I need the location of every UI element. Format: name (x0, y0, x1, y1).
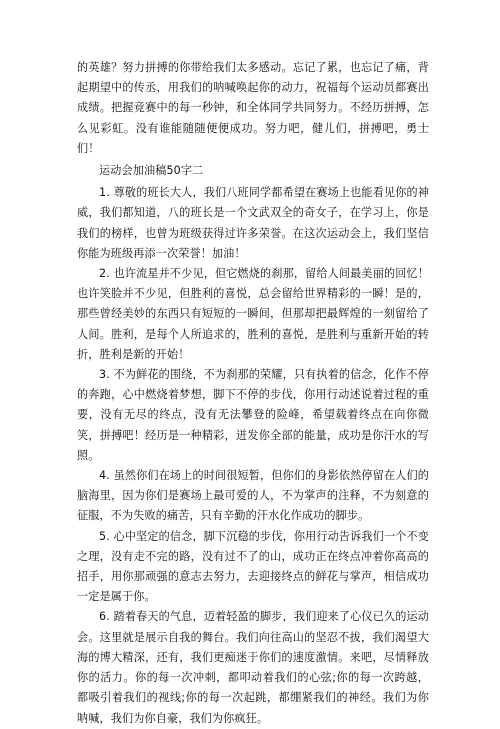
list-item-5: 5. 心中坚定的信念，脚下沉稳的步伐，你用行动告诉我们一个不变之理，没有走不完的路，没有过不了的山，成功正在终点冲着你高高的招手，用你那顽强的意志去努力，去迎接终点的鲜花与掌声，相信成功一定是属于你。 (77, 529, 429, 604)
list-item-3: 3. 不为鲜花的围绕，不为刹那的荣耀，只有执着的信念，化作不停的奔跑，心中燃烧着梦想，脚下不停的步伐，你用行动述说着过程的重要，没有无尽的终点，没有无法攀登的险峰，希望载着终点在向你微笑，拼搏吧！经历是一种精彩，迸发你全部的能量，成功是你汗水的写照。 (77, 368, 429, 462)
intro-paragraph: 的英雄？努力拼搏的你带给我们太多感动。忘记了累，也忘记了痛，背起期望中的传丞，用我们的呐喊唤起你的动力，祝福每个运动员都赛出成绩。把握竞赛中的每一秒钟，和全体同学共同努力。不经历拼搏，怎么见彩虹。没有谁能随随便便成功。努力吧，健儿们，拼搏吧，勇士们！ (77, 61, 429, 155)
list-item-4: 4. 虽然你们在场上的时间很短暂，但你们的身影依然停留在人们的脑海里，因为你们是赛场上最可爱的人，不为掌声的注释，不为刻意的征服，不为失败的痛苦，只有辛勤的汗水化作成功的脚步。 (77, 469, 429, 523)
list-item-2: 2. 也许流星并不少见，但它燃烧的刹那，留给人间最美丽的回忆！也许笑脸并不少见，但胜利的喜悦，总会留给世界精彩的一瞬！是的，那些曾经美妙的东西只有短短的一瞬间，但那却把最辉煌的一刻留给了人间。胜利，是每个人所追求的，胜利的喜悦，是胜利与重新开始的转折，胜利是新的开始！ (77, 267, 429, 361)
list-item-6: 6. 踏着春天的气息，迈着轻盈的脚步，我们迎来了心仪已久的运动会。这里就是展示自我的舞台。我们向往高山的坚忍不拔，我们渴望大海的博大精深，还有，我们更痴迷于你们的速度激情。来吧，尽情释放你的活力。你的每一次冲刺，都叩动着我们的心弦;你的每一次跨越，都吸引着我们的视线;你的每一次起跳，都绷紧我们的神经。我们为你呐喊，我们为你自豪，我们为你疯狂。 (77, 610, 429, 725)
section-title: 运动会加油稿50字二 (99, 164, 204, 178)
document-body (77, 58, 429, 729)
list-item-1: 1. 尊敬的班长大人，我们八班同学都希望在赛场上也能看见你的神威，我们都知道，八的班长是一个文武双全的奇女子，在学习上，你是我们的榜样，也曾为班级获得过许多荣誉。在这次运动会上，我们坚信你能为班级再添一次荣誉！加油！ (77, 186, 429, 260)
